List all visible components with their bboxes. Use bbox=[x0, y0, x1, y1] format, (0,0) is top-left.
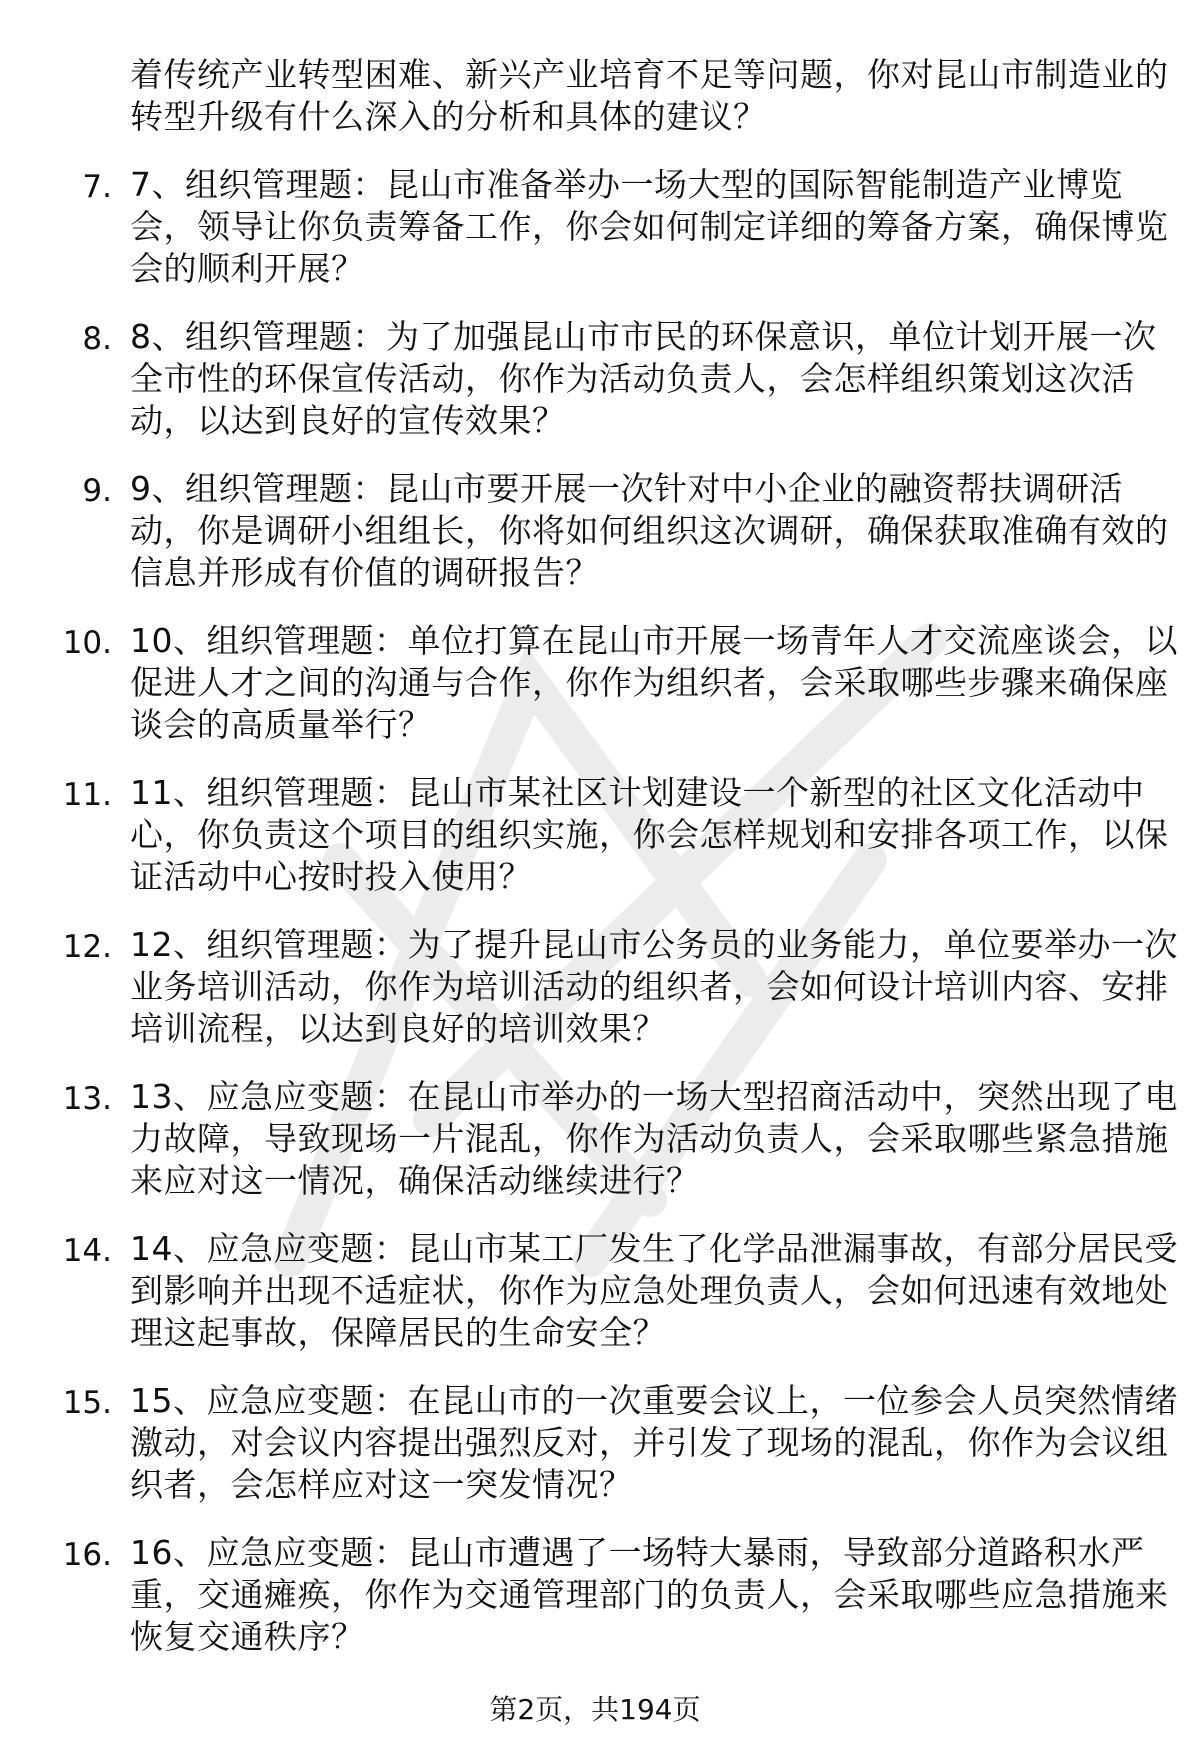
item-number: 12. bbox=[62, 929, 112, 965]
list-item bbox=[0, 620, 1190, 746]
item-text: 16、应急应变题：昆山市遭遇了一场特大暴雨，导致部分道路积水严重，交通瘫痪，你作为交通管理部门的负责人，会采取哪些应急措施来恢复交通秩序？ bbox=[130, 1533, 1169, 1656]
page-footer: 第2页，共194页 bbox=[489, 1693, 701, 1726]
item-text: 13、应急应变题：在昆山市举办的一场大型招商活动中，突然出现了电力故障，导致现场一片混乱，你作为活动负责人，会采取哪些紧急措施来应对这一情况，确保活动继续进行？ bbox=[130, 1077, 1178, 1200]
list-item bbox=[0, 468, 1190, 594]
item-text: 14、应急应变题：昆山市某工厂发生了化学品泄漏事故，有部分居民受到影响并出现不适症状，你作为应急处理负责人，会如何迅速有效地处理这起事故，保障居民的生命安全？ bbox=[130, 1229, 1178, 1352]
item-number: 10. bbox=[62, 625, 112, 661]
item-text: 12、组织管理题：为了提升昆山市公务员的业务能力，单位要举办一次业务培训活动，你作为培训活动的组织者，会如何设计培训内容、安排培训流程，以达到良好的培训效果？ bbox=[130, 925, 1178, 1048]
continued-question-text: 着传统产业转型困难、新兴产业培育不足等问题，你对昆山市制造业的转型升级有什么深入的分析和具体的建议？ bbox=[130, 55, 1169, 136]
item-number: 16. bbox=[62, 1537, 112, 1573]
list-item bbox=[0, 1228, 1190, 1354]
list-item bbox=[0, 924, 1190, 1050]
item-number: 8. bbox=[82, 321, 112, 357]
list-item bbox=[0, 772, 1190, 898]
list-item bbox=[0, 1380, 1190, 1506]
list-item bbox=[0, 316, 1190, 442]
list-item bbox=[0, 1076, 1190, 1202]
list-item bbox=[0, 1532, 1190, 1658]
item-text: 8、组织管理题：为了加强昆山市市民的环保意识，单位计划开展一次全市性的环保宣传活动，你作为活动负责人，会怎样组织策划这次活动，以达到良好的宣传效果？ bbox=[130, 317, 1157, 440]
question-list bbox=[0, 54, 1190, 1684]
item-text: 7、组织管理题：昆山市准备举办一场大型的国际智能制造产业博览会，领导让你负责筹备工作，你会如何制定详细的筹备方案，确保博览会的顺利开展？ bbox=[130, 165, 1169, 288]
list-item bbox=[0, 164, 1190, 290]
item-text: 11、组织管理题：昆山市某社区计划建设一个新型的社区文化活动中心，你负责这个项目的组织实施，你会怎样规划和安排各项工作，以保证活动中心按时投入使用？ bbox=[130, 773, 1169, 896]
item-number: 9. bbox=[82, 473, 112, 509]
item-text: 15、应急应变题：在昆山市的一次重要会议上，一位参会人员突然情绪激动，对会议内容提出强烈反对，并引发了现场的混乱，你作为会议组织者，会怎样应对这一突发情况？ bbox=[130, 1381, 1178, 1504]
item-text: 9、组织管理题：昆山市要开展一次针对中小企业的融资帮扶调研活动，你是调研小组组长，你将如何组织这次调研，确保获取准确有效的信息并形成有价值的调研报告？ bbox=[130, 469, 1169, 592]
item-number: 13. bbox=[62, 1081, 112, 1117]
item-number: 11. bbox=[62, 777, 112, 813]
item-number: 15. bbox=[62, 1385, 112, 1421]
item-text: 10、组织管理题：单位打算在昆山市开展一场青年人才交流座谈会，以促进人才之间的沟通与合作，你作为组织者，会采取哪些步骤来确保座谈会的高质量举行？ bbox=[130, 621, 1178, 744]
item-number: 14. bbox=[62, 1233, 112, 1269]
item-number: 7. bbox=[82, 169, 112, 205]
